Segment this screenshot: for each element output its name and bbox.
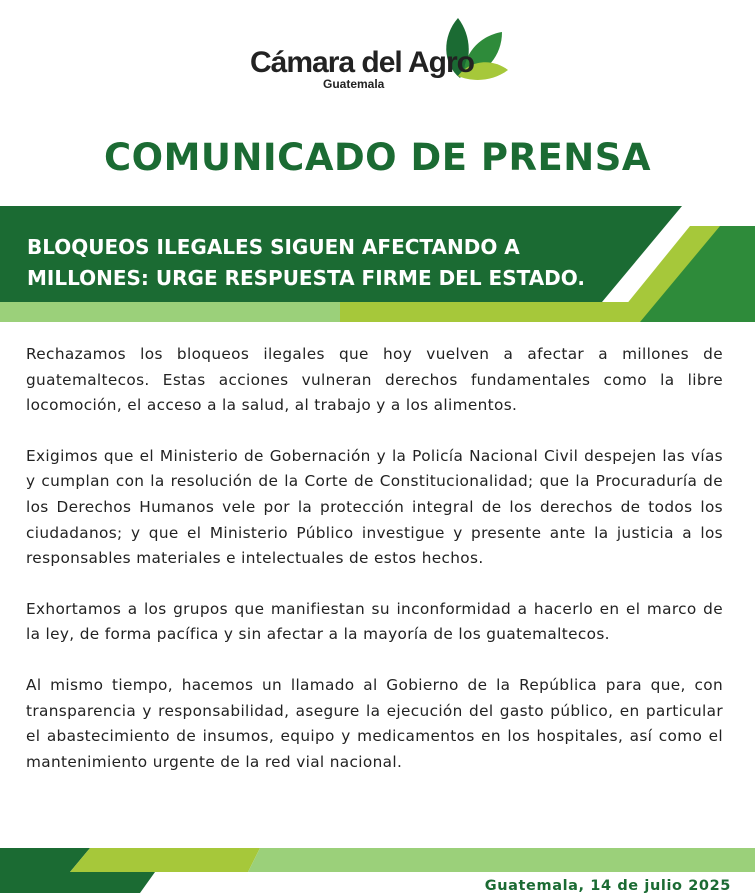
headline [27, 232, 647, 294]
page-title: COMUNICADO DE PRENSA [103, 136, 652, 179]
logo [250, 14, 510, 94]
headline-line-2: MILLONES: URGE RESPUESTA FIRME DEL ESTADO. [27, 266, 585, 290]
paragraph-4: Al mismo tiempo, hacemos un llamado al Gobierno de la República para que, con transparencia y responsabilidad, asegure la ejecución del gasto público, en particular el abastecimiento de insumos, equipo y medicamentos en los hospitales, así como el mantenimiento urgente de la red vial nacional. [26, 675, 723, 771]
logo-name: Cámara del Agro [250, 46, 474, 79]
headline-band [0, 206, 755, 322]
body-text [26, 342, 723, 800]
headline-line-1: BLOQUEOS ILEGALES SIGUEN AFECTANDO A [27, 235, 520, 259]
paragraph-1: Rechazamos los bloqueos ilegales que hoy vuelven a afectar a millones de guatemaltecos. Estas acciones vulneran derechos fundamentales como la libre locomoción, el acceso a la salud, al trabajo y a los alimentos. [26, 345, 723, 415]
footer-date: Guatemala, 14 de julio 2025 [484, 878, 731, 894]
paragraph-2: Exigimos que el Ministerio de Gobernación y la Policía Nacional Civil despejen las vías y cumplan con la resolución de la Corte de Constitucionalidad; que la Procuraduría de los Derechos Humanos vele por la protección integral de los derechos de todos los ciudadanos; y que el Ministerio Público investigue y presente ante la justicia a los responsables materiales e intelectuales de estos hechos. [26, 446, 723, 568]
logo-subtitle: Guatemala [323, 77, 385, 91]
footer [0, 848, 755, 893]
paragraph-3: Exhortamos a los grupos que manifiestan su inconformidad a hacerlo en el marco de la ley, de forma pacífica y sin afectar a la mayoría de los guatemaltecos. [26, 599, 723, 644]
